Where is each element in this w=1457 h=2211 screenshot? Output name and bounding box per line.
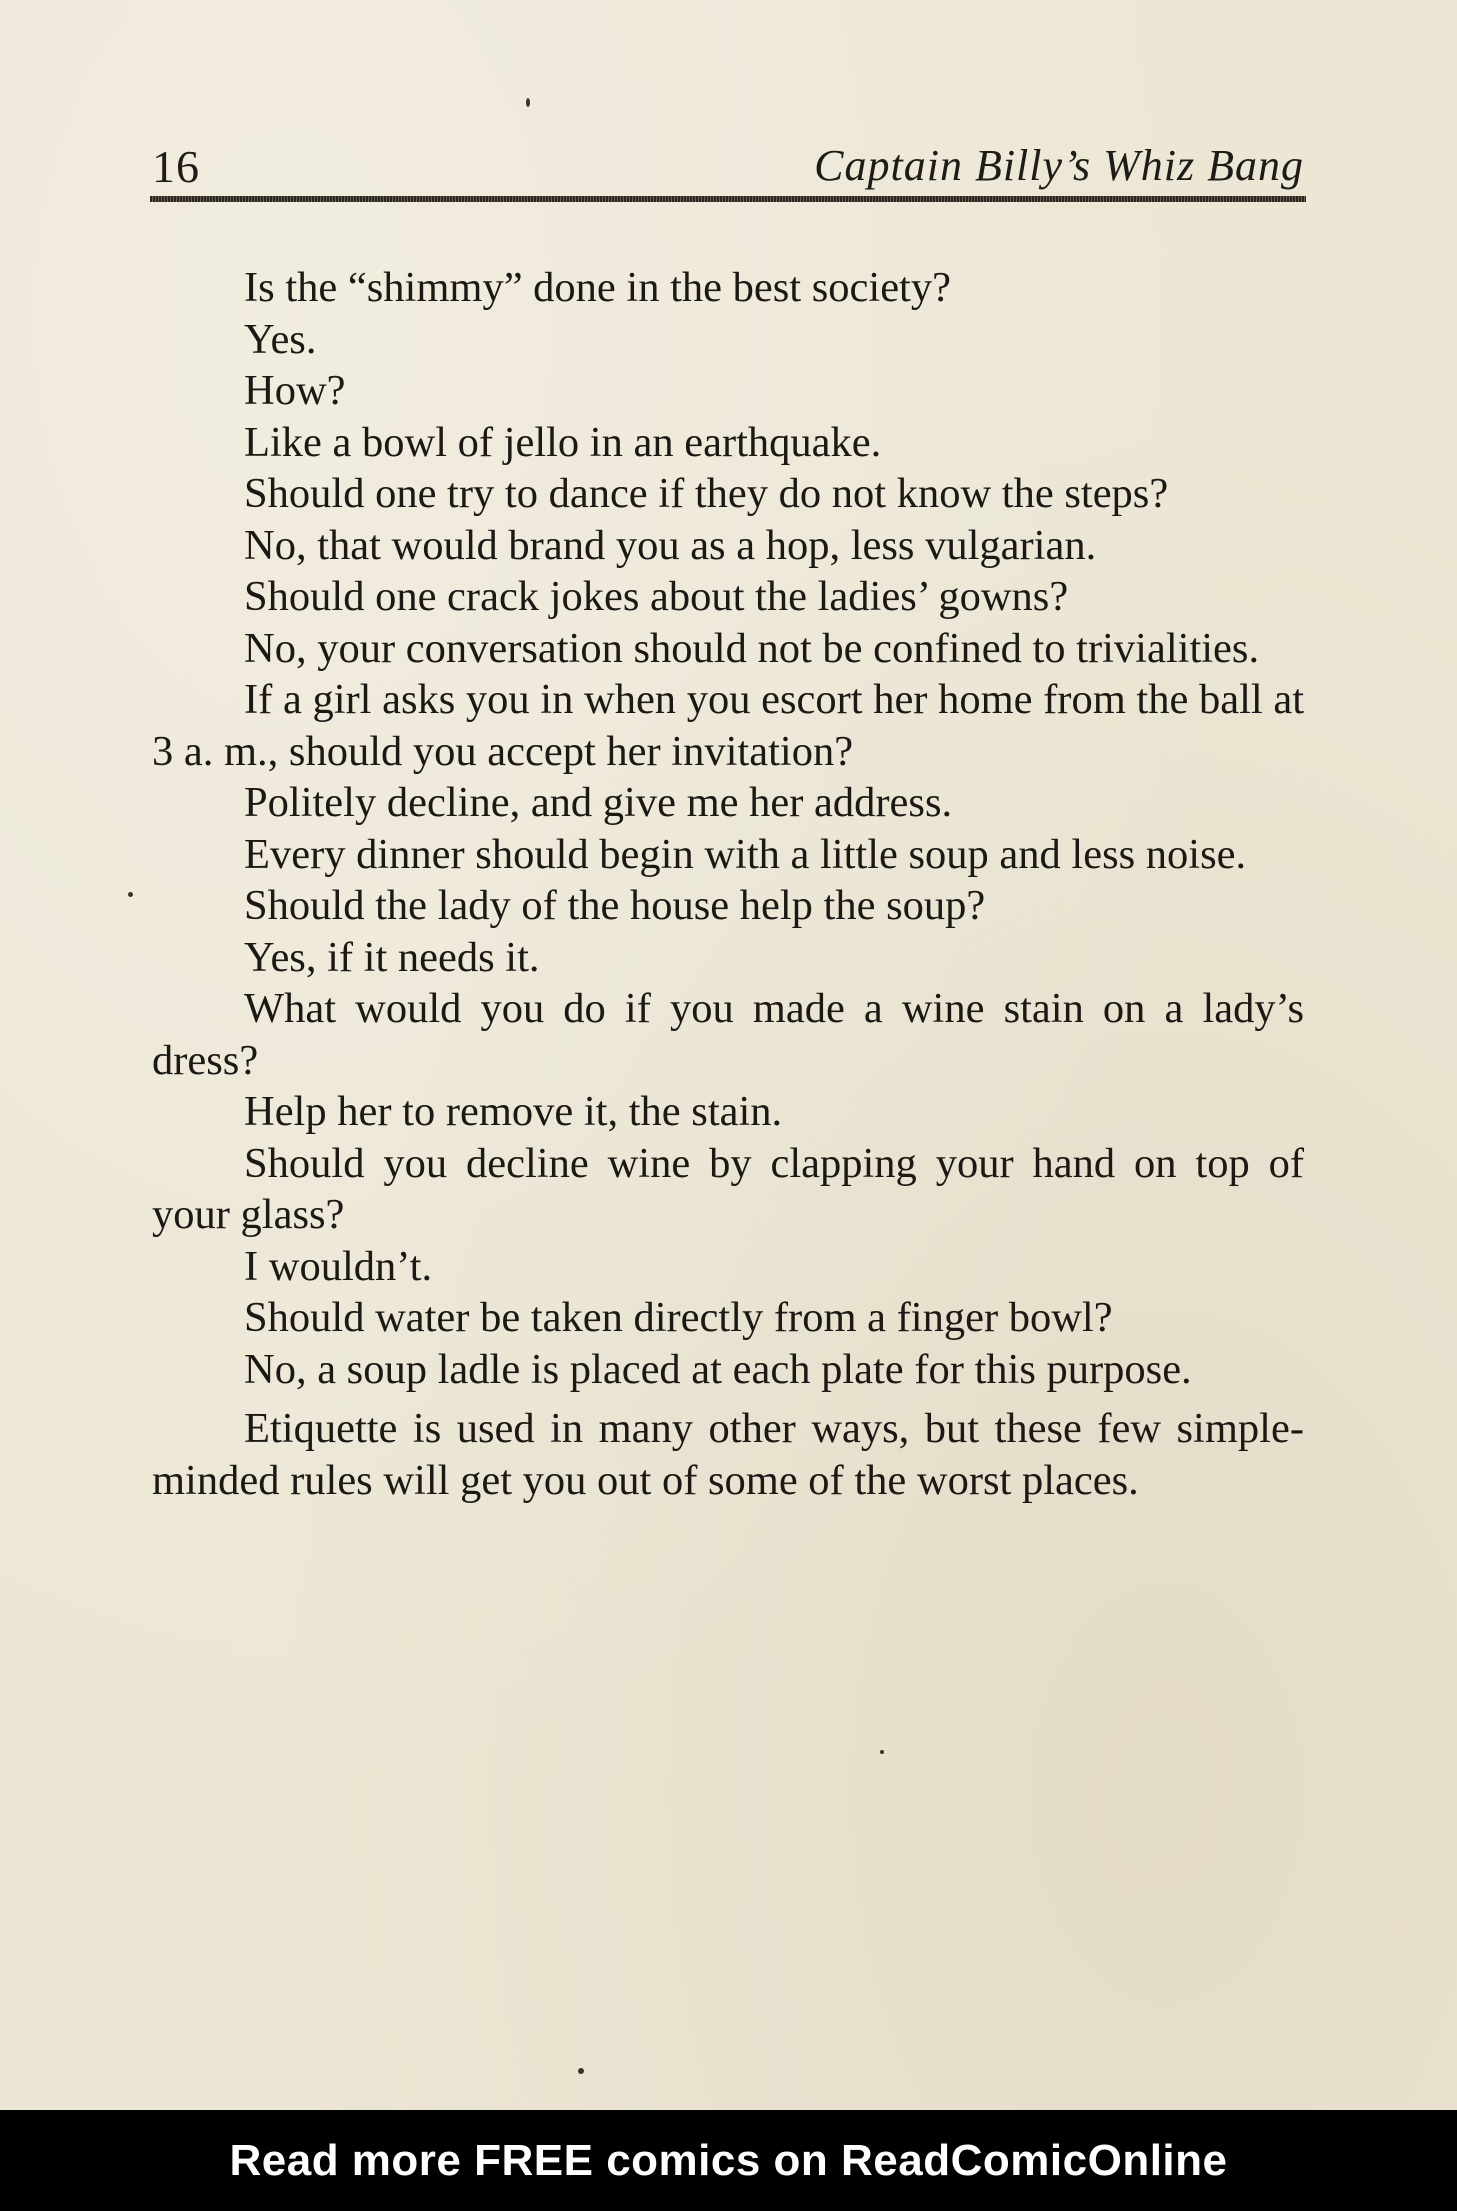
ink-speck (880, 1750, 884, 1754)
book-title: Captain Billy’s Whiz Bang (814, 141, 1304, 190)
ink-speck (128, 892, 133, 897)
running-header (152, 130, 1304, 190)
header-rule (150, 196, 1306, 202)
page-number: 16 (152, 141, 200, 192)
paragraph: No, your conversation should not be confined to trivialities. (244, 624, 1260, 672)
paragraph: Yes. (244, 315, 317, 363)
promo-banner[interactable] (0, 2110, 1457, 2211)
paragraph: Should one try to dance if they do not know the steps? (244, 470, 1169, 517)
paragraph: Politely decline, and give me her address. (244, 779, 953, 826)
paragraph: How? (244, 367, 346, 414)
ink-speck (578, 2068, 584, 2074)
promo-banner-text[interactable]: Read more FREE comics on ReadComicOnline (229, 2135, 1228, 2185)
closing-paragraph: Etiquette is used in many other ways, but these few simple-minded rules will get you out of some of the worst places. (152, 1405, 1304, 1504)
paragraph: Yes, if it needs it. (244, 933, 540, 981)
paragraph: Help her to remove it, the stain. (244, 1088, 783, 1135)
paragraph: What would you do if you made a wine stain on a lady’s dress? (152, 985, 1304, 1084)
paragraph: If a girl asks you in when you escort her home from the ball at 3 a. m., should you accept her invitation? (152, 676, 1304, 775)
paragraph: Should the lady of the house help the soup? (244, 882, 986, 929)
ink-speck (526, 98, 530, 107)
paragraph: No, that would brand you as a hop, less vulgarian. (244, 521, 1097, 569)
paragraph: Should one crack jokes about the ladies’ gowns? (244, 573, 1069, 620)
paragraph: Like a bowl of jello in an earthquake. (244, 418, 882, 466)
paragraph: Should water be taken directly from a finger bowl? (244, 1294, 1113, 1341)
paragraph: Should you decline wine by clapping your hand on top of your glass? (152, 1139, 1304, 1238)
article-body (152, 262, 1304, 1506)
paragraph: No, a soup ladle is placed at each plate for this purpose. (244, 1345, 1192, 1393)
paragraph: Is the “shimmy” done in the best society? (244, 264, 951, 311)
paragraph: I wouldn’t. (244, 1242, 433, 1290)
paragraph: Every dinner should begin with a little soup and less noise. (244, 830, 1247, 878)
